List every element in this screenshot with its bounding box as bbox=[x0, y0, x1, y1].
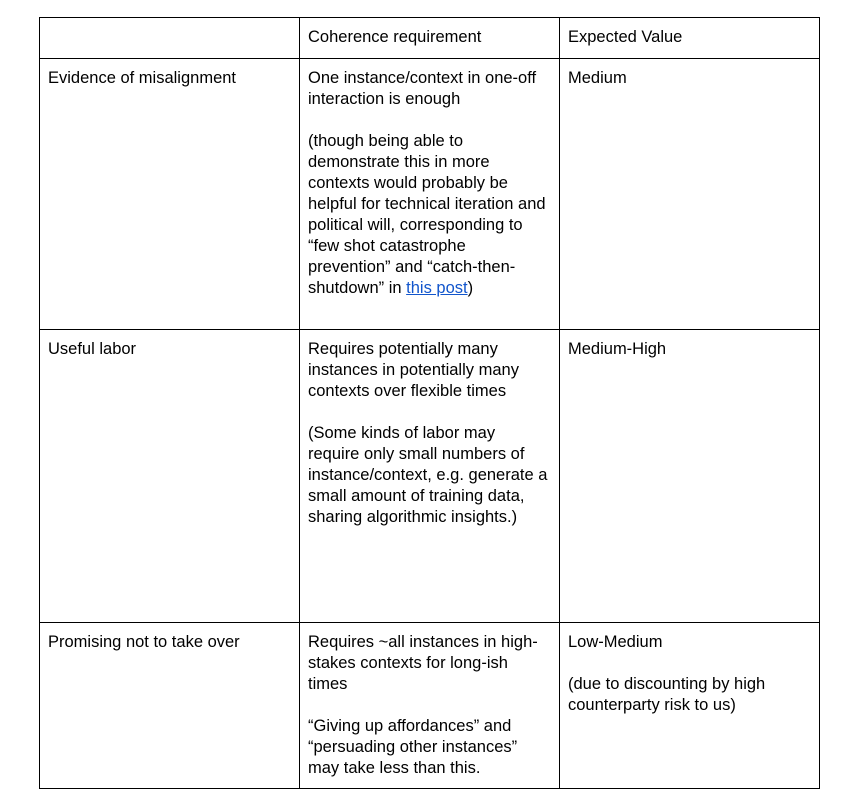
coherence-note: “Giving up affordances” and “persuading other instances” may take less than this. bbox=[308, 717, 518, 777]
coherence-note-close: ) bbox=[467, 279, 474, 297]
row-label-cell: Useful labor bbox=[40, 330, 300, 623]
this-post-link[interactable]: this post bbox=[406, 279, 468, 297]
coherence-note: (Some kinds of labor may require only small numbers of instance/context, e.g. generate a small amount of training data, sharing algorithmic insights.) bbox=[308, 424, 548, 526]
comparison-table bbox=[39, 17, 820, 789]
paragraph-gap bbox=[568, 653, 811, 674]
paragraph-gap bbox=[308, 695, 551, 716]
paragraph-gap bbox=[308, 110, 551, 131]
coherence-note bbox=[308, 131, 551, 299]
value-paragraph: Low-Medium bbox=[568, 633, 663, 651]
value-cell: Medium bbox=[560, 59, 820, 330]
coherence-cell bbox=[300, 623, 560, 789]
paragraph-gap bbox=[308, 402, 551, 423]
coherence-note-text: (though being able to demonstrate this in more contexts would probably be helpful for technical iteration and political will, corresponding to “few shot catastrophe prevention” and “catch-then-shutdown” in bbox=[308, 132, 546, 297]
value-note: (due to discounting by high counterparty risk to us) bbox=[568, 675, 766, 714]
header-cell-empty bbox=[40, 18, 300, 59]
coherence-cell bbox=[300, 330, 560, 623]
header-row bbox=[40, 18, 820, 59]
row-label-cell: Evidence of misalignment bbox=[40, 59, 300, 330]
coherence-cell bbox=[300, 59, 560, 330]
value-cell bbox=[560, 623, 820, 789]
header-cell-coherence: Coherence requirement bbox=[300, 18, 560, 59]
value-cell: Medium-High bbox=[560, 330, 820, 623]
header-cell-expected-value: Expected Value bbox=[560, 18, 820, 59]
coherence-paragraph: Requires potentially many instances in potentially many contexts over flexible times bbox=[308, 340, 519, 400]
table-row bbox=[40, 330, 820, 623]
row-label-cell: Promising not to take over bbox=[40, 623, 300, 789]
coherence-paragraph: Requires ~all instances in high-stakes contexts for long-ish times bbox=[308, 633, 538, 693]
coherence-paragraph: One instance/context in one-off interaction is enough bbox=[308, 69, 537, 108]
table-row bbox=[40, 623, 820, 789]
table-row bbox=[40, 59, 820, 330]
